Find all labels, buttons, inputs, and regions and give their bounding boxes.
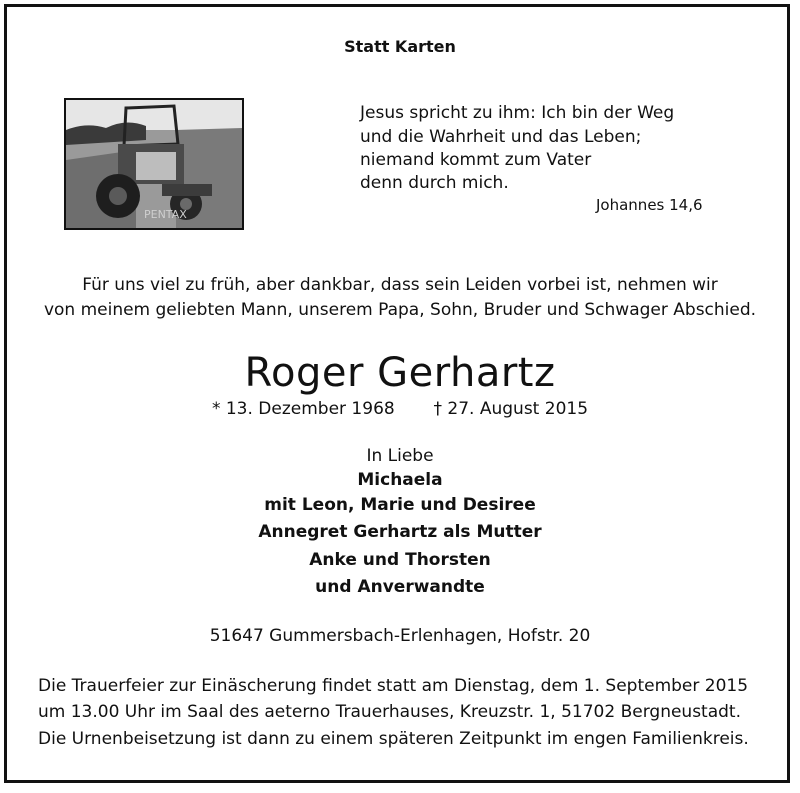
deceased-name: Roger Gerhartz: [244, 350, 556, 396]
mourner-name: Michaela: [357, 470, 443, 490]
life-dates: [0, 399, 800, 419]
mourner-name: Anke und Thorsten: [309, 550, 491, 570]
funeral-info-line: Die Urnenbeisetzung ist dann zu einem späteren Zeitpunkt im engen Familienkreis.: [38, 729, 749, 749]
verse-reference: Johannes 14,6: [596, 196, 703, 214]
photo-watermark: PENTAX: [144, 208, 187, 221]
verse-line: denn durch mich.: [360, 173, 509, 193]
verse-line: niemand kommt zum Vater: [360, 150, 592, 170]
funeral-info-line: Die Trauerfeier zur Einäscherung findet statt am Dienstag, dem 1. September 2015: [38, 676, 749, 696]
mourner-name: mit Leon, Marie und Desiree: [264, 495, 536, 515]
intro-line: von meinem geliebten Mann, unserem Papa, Sohn, Bruder und Schwager Abschied.: [43, 300, 757, 320]
verse-line: und die Wahrheit und das Leben;: [360, 127, 642, 147]
funeral-info-line: um 13.00 Uhr im Saal des aeterno Trauerhauses, Kreuzstr. 1, 51702 Bergneustadt.: [38, 702, 742, 722]
tractor-photo: [64, 98, 244, 230]
mourners-opening: In Liebe: [366, 446, 434, 466]
intro-line: Für uns viel zu früh, aber dankbar, dass sein Leiden vorbei ist, nehmen wir: [82, 275, 718, 295]
death-date: † 27. August 2015: [433, 399, 589, 419]
mourner-name: Annegret Gerhartz als Mutter: [258, 522, 542, 542]
family-address: 51647 Gummersbach-Erlenhagen, Hofstr. 20: [209, 626, 591, 646]
notice-header: Statt Karten: [344, 37, 456, 56]
birth-date: * 13. Dezember 1968: [211, 399, 395, 419]
verse-line: Jesus spricht zu ihm: Ich bin der Weg: [360, 103, 675, 123]
mourner-name: und Anverwandte: [315, 577, 485, 597]
